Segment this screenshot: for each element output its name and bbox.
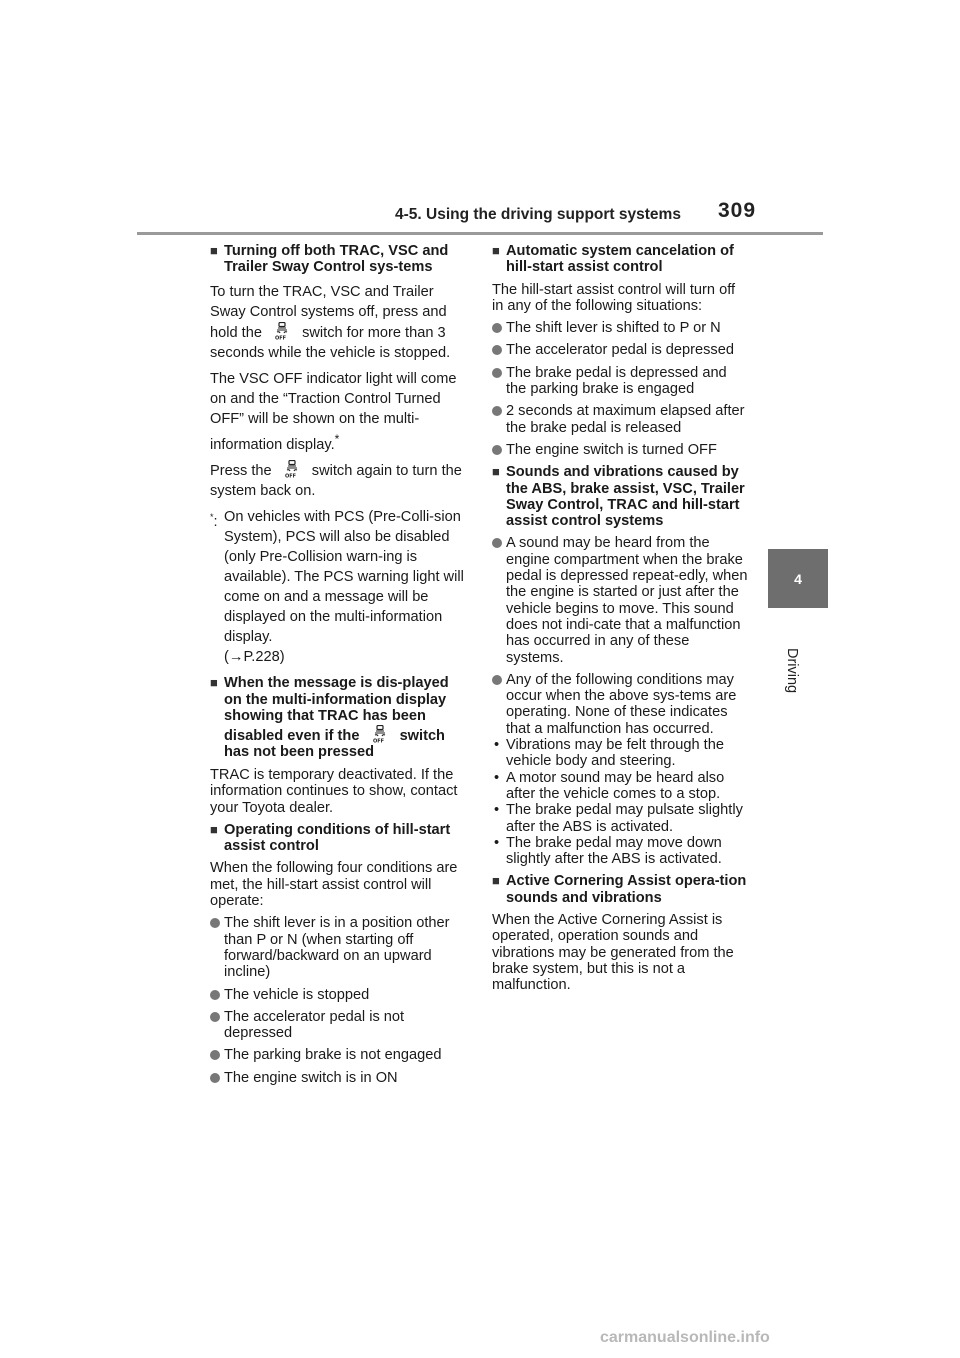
square-bullet-icon: ■ (492, 873, 500, 889)
paragraph: When the following four conditions are met, the hill-start assist control will operate: (210, 860, 458, 910)
paragraph: TRAC is temporary deactivated. If the information continues to show, contact your Toyota dealer. (210, 766, 458, 816)
sub-list-item: • Vibrations may be felt through the vehicle body and steering. (494, 737, 724, 770)
header-rule (137, 232, 823, 235)
section-title: 4-5. Using the driving support systems (395, 206, 681, 223)
list-item: The engine switch is turned OFF (492, 442, 750, 458)
square-bullet-icon: ■ (210, 675, 218, 691)
square-bullet-icon: ■ (210, 821, 218, 837)
square-bullet-icon: ■ (492, 243, 500, 258)
bullet-dot-icon (210, 918, 220, 928)
heading-automatic-cancelation: ■ Automatic system cancelation of hill-start assist control (492, 243, 734, 276)
paragraph: To turn the TRAC, VSC and Trailer Sway Control systems off, press and hold the switch for more than 3 seconds while the vehicle is stopped. (210, 283, 451, 361)
list-item: The engine switch is in ON (210, 1070, 468, 1086)
heading-trac-message: ■ When the message is dis-played on the multi-information display showing that TRAC has been disabled even if the switch has not been pressed (210, 675, 449, 761)
paragraph: When the Active Cornering Assist is operated, operation sounds and vibrations may be generated from the brake system, but this is not a malfunction. (492, 911, 734, 994)
chapter-tab[interactable] (768, 549, 828, 608)
vsc-off-switch-icon (284, 460, 300, 478)
list-item: Any of the following conditions may occur when the above sys-tems are operating. None of these indicates that a malfunction has occurred. (492, 672, 750, 737)
list-item: The accelerator pedal is not depressed (210, 1009, 468, 1042)
list-item: 2 seconds at maximum elapsed after the brake pedal is released (492, 403, 750, 436)
list-item: The brake pedal is depressed and the parking brake is engaged (492, 365, 750, 398)
paragraph: Press the switch again to turn the system back on. (210, 460, 468, 501)
bullet-dot-icon (492, 323, 502, 333)
page-reference-link[interactable]: (→P.228) (224, 649, 285, 666)
bullet-dot-icon (492, 538, 502, 548)
vsc-off-switch-icon (372, 725, 388, 743)
list-item: A sound may be heard from the engine compartment when the brake pedal is depressed repeat-edly, when the engine is started or just after the vehicle begins to move. This sound does not indi-cate that a malfunction has occurred in any of these systems. (492, 535, 750, 665)
bullet-dot-icon (492, 445, 502, 455)
bullet-dot-icon (492, 368, 502, 378)
paragraph: The VSC OFF indicator light will come on and the “Traction Control Turned OFF” will be shown on the multi-information display.* (210, 370, 457, 453)
bullet-dot-icon (210, 1012, 220, 1022)
bullet-dot-icon (492, 345, 502, 355)
square-bullet-icon: ■ (210, 243, 218, 258)
watermark: carmanualsonline.info (600, 1329, 770, 1346)
square-bullet-icon: ■ (492, 464, 500, 480)
heading-sounds-vibrations: ■ Sounds and vibrations caused by the ABS, brake assist, VSC, Trailer Sway Control, TRAC and hill-start assist control systems (492, 464, 745, 530)
left-column (210, 243, 468, 1092)
list-item: The parking brake is not engaged (210, 1047, 468, 1063)
heading-operating-conditions: ■ Operating conditions of hill-start assist control (210, 821, 451, 855)
bullet-dot-icon (492, 675, 502, 685)
sub-list-item: • A motor sound may be heard also after the vehicle comes to a stop. (494, 769, 725, 802)
chapter-label: Driving (784, 648, 800, 694)
paragraph: The hill-start assist control will turn off in any of the following situations: (492, 281, 736, 314)
list-item: The vehicle is stopped (210, 987, 468, 1003)
bullet-dot-icon (210, 990, 220, 1000)
sub-list-item: • The brake pedal may move down slightly after the ABS is activated. (494, 834, 722, 868)
footnote: *: On vehicles with PCS (Pre-Colli-sion System), PCS will also be disabled (only Pre-Collision warn-ing is available). The PCS warning light will come on and a message will be displayed on the multi-information display. (→P.228) (210, 507, 468, 667)
right-column (492, 243, 750, 999)
list-item: The accelerator pedal is depressed (492, 342, 750, 358)
heading-active-cornering: ■ Active Cornering Assist opera-tion sounds and vibrations (492, 873, 747, 906)
chapter-number: 4 (794, 570, 802, 587)
heading-turning-off: ■ Turning off both TRAC, VSC and Trailer Sway Control sys-tems (210, 243, 449, 276)
bullet-dot-icon (210, 1073, 220, 1083)
list-item: The shift lever is shifted to P or N (492, 320, 750, 336)
sub-list-item: • The brake pedal may pulsate slightly after the ABS is activated. (494, 802, 743, 835)
vsc-off-switch-icon (274, 322, 290, 340)
bullet-dot-icon (210, 1050, 220, 1060)
list-item: The shift lever is in a position other than P or N (when starting off forward/backward on an upward incline) (210, 915, 468, 980)
page-number: 309 (718, 199, 757, 222)
bullet-dot-icon (492, 406, 502, 416)
